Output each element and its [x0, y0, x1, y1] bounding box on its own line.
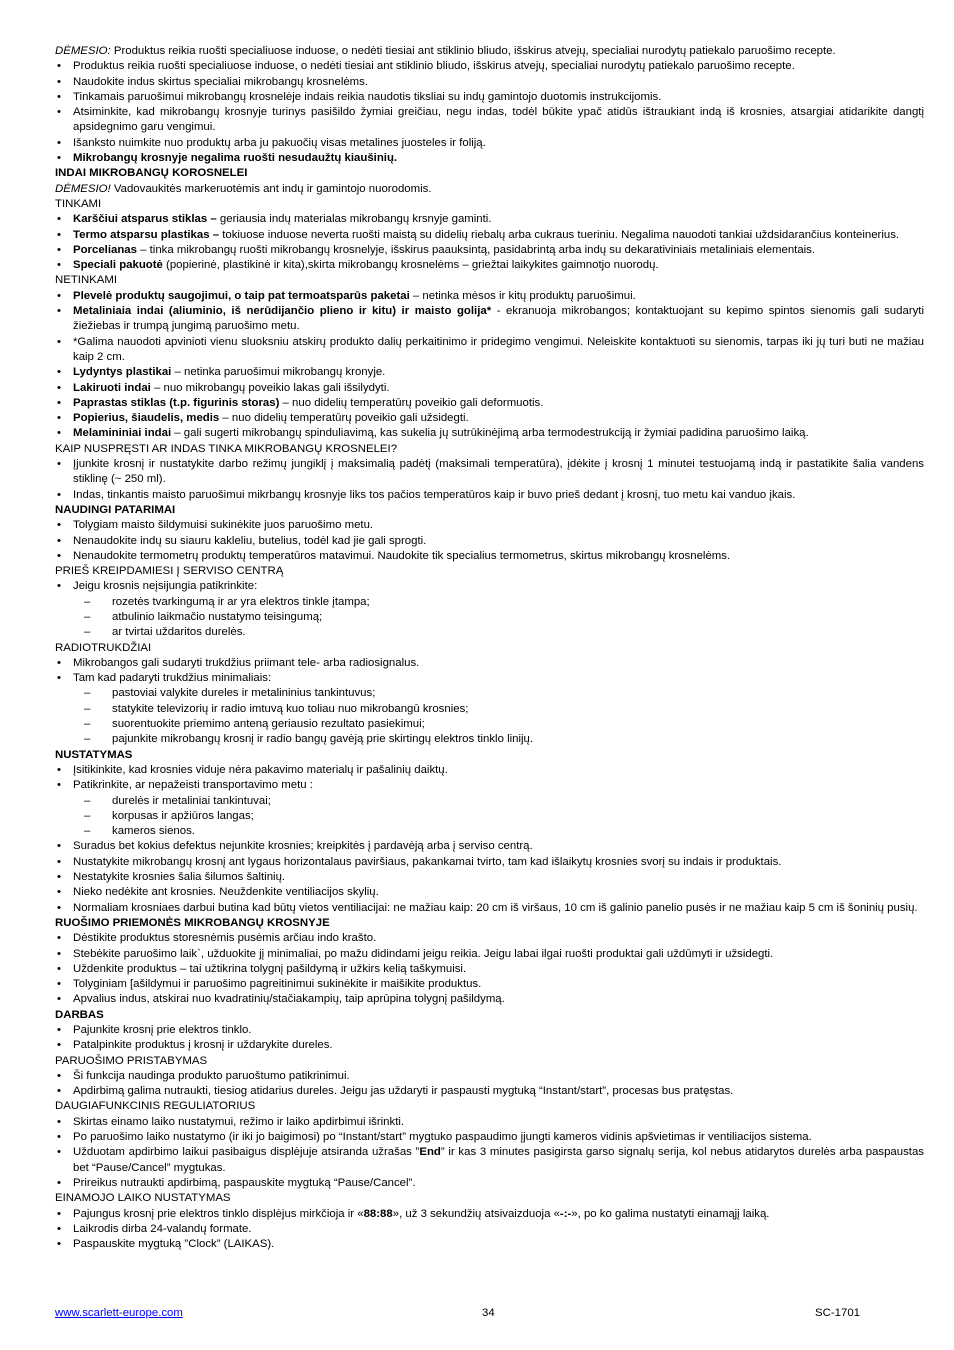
subheading: NETINKAMI: [55, 274, 118, 287]
list-item: • Plevelė produktų saugojimui, o taip pat termoatsparūs paketai – netinka mėsos ir kitų produktų paruošimui.: [55, 289, 924, 304]
list-item: • Karščiui atsparus stiklas – geriausia indų materialas mikrobangų krsnyje gaminti.: [55, 212, 924, 227]
list-item-bold: • Mikrobangų krosnyje negalima ruošti nesudaužtų kiaušinių.: [55, 151, 924, 166]
intro-label: DĖMESIO:: [55, 45, 111, 57]
section-heading: RUOŠIMO PRIEMONĖS MIKROBANGŲ KROSNYJE: [55, 916, 330, 929]
list-item: • Paprastas stiklas (t.p. figurinis storas) – nuo didelių temperatūrų poveikio gali deformuotis.: [55, 396, 924, 411]
list-item: • Įsitikinkite, kad krosnies viduje nėra pakavimo materialų ir pašalinių daiktų.: [55, 763, 924, 778]
list-item: • Stebėkite paruošimo laik`, užduokite jį minimaliai, po mažu didindami jeigu reikia. Jeigu labai ilgai ruošti produktai gali uždūmyti ir užsidegti.: [55, 947, 924, 962]
list-item: • Tam kad padaryti trukdžius minimaliais:: [55, 671, 924, 686]
list-item: • Popierius, šiaudelis, medis – nuo didelių temperatūrų poveikio gali užsidegti.: [55, 411, 924, 426]
sub-item: – korpusas ir apžiūros langas;: [55, 809, 924, 824]
website-link[interactable]: www.scarlett-europe.com: [55, 1307, 183, 1319]
list-item: • Termo atsparsu plastikas – tokiuose induose neverta ruošti maistą su didelių riebalų arba cukraus tueriniu. Negalima nauodoti tankiai uždsidarančius konteinerius.: [55, 228, 924, 243]
list-item: • Metaliniaia indai (aliuminio, iš nerūdijančio plieno ir kitu) ir maisto golija* - ekranuoja mikrobangos; kontaktuojant su kepimo spintos sienomis gali sudaryti žiežiebas ir trumpą jungimą paruošimo metu.: [55, 304, 924, 335]
list-item: • Po paruošimo laiko nustatymo (ir iki jo baigimosi) po “Instant/start” mygtuko paspaudimo įjungti kameros vidinis apšvietimas ir ventiliacijos sistema.: [55, 1130, 924, 1145]
subheading: TINKAMI: [55, 197, 102, 210]
subheading: DAUGIAFUNKCINIS REGULIATORIUS: [55, 1100, 256, 1113]
list-item: • Atsiminkite, kad mikrobangų krosnyje turinys pasišildo žymiai greičiau, negu indas, todėl būkite ypač atidūs ištraukiant indą iš krosnies, atsargiai atidarikite dangtį apsidegnimo garu vengimui.: [55, 105, 924, 136]
section-heading: INDAI MIKROBANGŲ KOROSNELEI: [55, 167, 248, 180]
sub-item: – ar tvirtai uždaritos durelės.: [55, 625, 924, 640]
note-paragraph: DĖMESIO! Vadovaukitės markeruotėmis ant indų ir gamintojo nuorodomis.: [55, 182, 432, 195]
sub-item: – atbulinio laikmačio nustatymo teisingumą;: [55, 610, 924, 625]
list-item: • Tolyginiam [ašildymui ir paruošimo pagreitinimui sukinėkite ir maišikite produktus.: [55, 977, 924, 992]
list-item: • Tinkamais paruošimui mikrobangų krosnelėje indais reikia naudotis tiksliai su indų gamintojo duotomis instrukcijomis.: [55, 90, 924, 105]
sub-item: – pajunkite mikrobangų krosnį ir radio bangų gavėją prie skirtingų elektros tinklo linijų.: [55, 732, 924, 747]
subheading: PARUOŠIMO PRISTABYMAS: [55, 1054, 208, 1067]
list-item: • Laikrodis dirba 24-valandų formate.: [55, 1222, 924, 1237]
list-item: • Mikrobangos gali sudaryti trukdžius priimant tele- arba radiosignalus.: [55, 656, 924, 671]
list-item: • Skirtas einamo laiko nustatymui, režimo ir laiko apdirbimui išrinkti.: [55, 1115, 924, 1130]
subheading: KAIP NUSPRĘSTI AR INDAS TINKA MIKROBANGŲ KROSNELEI?: [55, 442, 398, 455]
list-item: • Nestatykite krosnies šalia šilumos šaltinių.: [55, 870, 924, 885]
list-item: • Apdirbimą galima nutraukti, tiesiog atidarius dureles. Jeigu jas uždaryti ir paspausti mygtuką “Instant/start”, procesas bus pratęstas.: [55, 1084, 924, 1099]
list-item: • Nenaudokite termometrų produktų temperatūros matavimui. Naudokite tik specialius termometrus, skirtus mikrobangų krosnelėms.: [55, 549, 924, 564]
document-body: [55, 44, 924, 1252]
subheading: PRIEŠ KREIPDAMIESI Į SERVISO CENTRĄ: [55, 565, 284, 578]
list-item: • Pajungus krosnį prie elektros tinklo displėjus mirkčioja ir «88:88», už 3 sekundžių atsivaizduoja «-:-», po ko galima nustatyti einamąjį laiką.: [55, 1207, 924, 1222]
list-item: • Indas, tinkantis maisto paruošimui mikrbangų krosnyje liks tos pačios temperatūros kaip ir buvo prieš dedant į krosnį, tuo metu kai vanduo įkais.: [55, 488, 924, 503]
list-item: • Dėstikite produktus storesnėmis pusėmis arčiau indo krašto.: [55, 931, 924, 946]
list-item: • Nenaudokite indų su siauru kakleliu, butelius, todėl kad jie gali sprogti.: [55, 534, 924, 549]
list-item: • Porcelianas – tinka mikrobangų ruošti mikrobangų krosnelyje, išskirus paauksintą, pasidabrintą arba indų su dekarativiniais metaliniais elementais.: [55, 243, 924, 258]
section-heading: NUSTATYMAS: [55, 748, 133, 761]
list-item: • Užduotam apdirbimo laikui pasibaigus displėjuje atsiranda užrašas ”End” ir kas 3 minutes pasigirsta garso signalų serija, kol nebus atidarytos durelės arba paspaustas bet “Pause/Cancel” mygtukas.: [55, 1145, 924, 1176]
sub-item: – durelės ir metaliniai tankintuvai;: [55, 794, 924, 809]
sub-item: – rozetės tvarkingumą ir ar yra elektros tinkle įtampa;: [55, 595, 924, 610]
list-item: • Išanksto nuimkite nuo produktų arba ju pakuočių visas metalines juosteles ir foliją.: [55, 136, 924, 151]
list-item: • Paspauskite mygtuką ”Clock” (LAIKAS).: [55, 1237, 924, 1252]
sub-item: – pastoviai valykite dureles ir metalininius tankintuvus;: [55, 686, 924, 701]
list-item: • Nieko nedėkite ant krosnies. Neuždenkite ventiliacijos skylių.: [55, 885, 924, 900]
model-number: SC-1701: [815, 1307, 860, 1319]
sub-item: – suorentuokite priemimo anteną geriausio rezultato pasiekimui;: [55, 717, 924, 732]
page-footer: [55, 1307, 860, 1323]
list-item: • Naudokite indus skirtus specialiai mikrobangų krosnelėms.: [55, 75, 924, 90]
intro-paragraph: DĖMESIO: Produktus reikia ruošti specialiuose induose, o nedėti tiesiai ant stiklinio bliudo, išskirus atvejų, specialiai nurodytų patiekalo paruošimo recepte.: [55, 45, 836, 57]
list-item: • Normaliam krosniaes darbui butina kad būtų vietos ventiliacijai: ne mažiau kaip: 20 cm iš viršaus, 10 cm iš galinio panelio pusės ir ne mažiau kaip 5 cm iš šoninių pusių.: [55, 901, 924, 916]
section-heading: DARBAS: [55, 1008, 104, 1021]
page-number: 34: [482, 1307, 495, 1319]
list-item: • Įjunkite krosnį ir nustatykite darbo režimų jungiklį į maksimalią padėtį (maksimali temperatūra), įdėkite į krosnį 1 minutei testuojamą indą ir pastatikite šalia vandens stiklinę (~ 250 ml).: [55, 457, 924, 488]
list-item: • Speciali pakuotė (popierinė, plastikinė ir kita),skirta mikrobangų krosnelėms – griežtai laikykites gaimnotjo nuorodų.: [55, 258, 924, 273]
list-item: • Tolygiam maisto šildymuisi sukinėkite juos paruošimo metu.: [55, 518, 924, 533]
list-item: • Melamininiai indai – gali sugerti mikrobangų spinduliavimą, kas sukelia jų sutrūkinėjimą arba termodestrukciją ir žymiai padidina paruošimo laiką.: [55, 426, 924, 441]
section-heading: NAUDINGI PATARIMAI: [55, 503, 176, 516]
list-item: • Ši funkcija naudinga produkto paruoštumo patikrinimui.: [55, 1069, 924, 1084]
subheading: RADIOTRUKDŽIAI: [55, 641, 152, 654]
subheading: EINAMOJO LAIKO NUSTATYMAS: [55, 1192, 231, 1205]
list-item: • Produktus reikia ruošti specialiuose induose, o nedėti tiesiai ant stiklinio bliudo, išskirus atvejų, specialiai nurodytų patiekalo paruošimo recepte.: [55, 59, 924, 74]
list-item: • Apvalius indus, atskirai nuo kvadratinių/stačiakampių, taip aprūpina tolygnį pašildymą.: [55, 992, 924, 1007]
sub-item: – kameros sienos.: [55, 824, 924, 839]
sub-item: – statykite televizorių ir radio imtuvą kuo toliau nuo mikrobangū krosnies;: [55, 702, 924, 717]
list-item: • Suradus bet kokius defektus nejunkite krosnies; kreipkitės į pardavėją arba į serviso centrą.: [55, 839, 924, 854]
list-item: • *Galima nauodoti apvinioti vienu sluoksniu atskirų produkto dalių perkaitinimo ir pridegimo vengimui. Neleiskite kontaktuoti su sienomis, tarpas iki jų turi buti ne mažiau kaip 2 cm.: [55, 335, 924, 366]
list-item: • Nustatykite mikrobangų krosnį ant lygaus horizontalaus paviršiaus, pakankamai tvirto, tam kad išlaikytų krosnies svorį su indais ir produktais.: [55, 855, 924, 870]
list-item: • Uždenkite produktus – tai užtikrina tolygnį pašildymą ir užkirs kelią taškymuisi.: [55, 962, 924, 977]
list-item: • Patalpinkite produktus į krosnį ir uždarykite dureles.: [55, 1038, 924, 1053]
list-item: • Lakiruoti indai – nuo mikrobangų poveikio lakas gali išsilydyti.: [55, 381, 924, 396]
list-item: • Prireikus nutraukti apdirbimą, paspauskite mygtuką “Pause/Cancel”.: [55, 1176, 924, 1191]
list-item: • Patikrinkite, ar nepažeisti transportavimo metu :: [55, 778, 924, 793]
list-item: • Pajunkite krosnį prie elektros tinklo.: [55, 1023, 924, 1038]
list-item: • Lydyntys plastikai – netinka paruošimui mikrobangų kronyje.: [55, 365, 924, 380]
list-item: • Jeigu krosnis neįsijungia patikrinkite:: [55, 579, 924, 594]
